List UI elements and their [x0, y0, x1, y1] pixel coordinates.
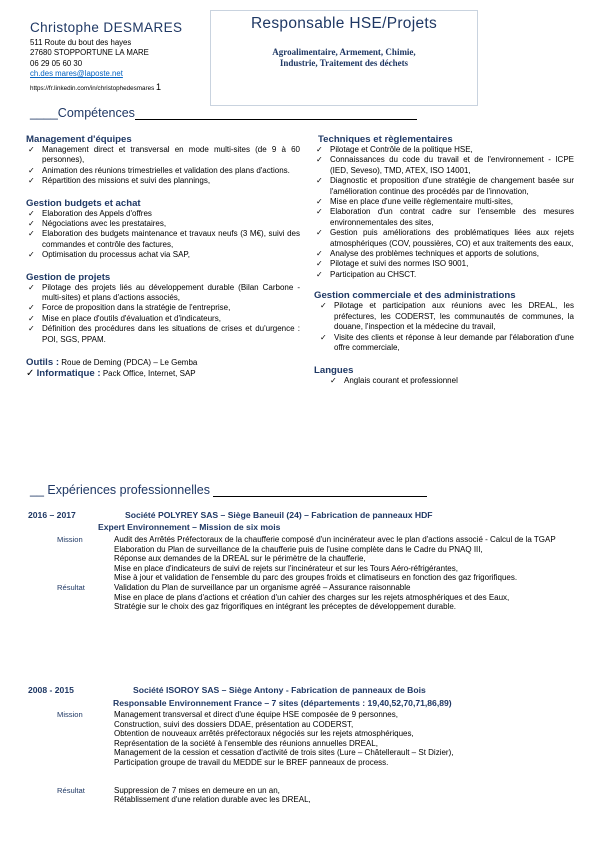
check-icon: ✓: [316, 176, 323, 186]
text-line: Management de la cession et cessation d'activité de trois sites (Lure – Châtellerault – St Dizier),: [114, 748, 454, 758]
heading-rule: [213, 496, 427, 497]
tools-label: Outils :: [26, 357, 60, 369]
tools-line: [26, 357, 300, 368]
skill-group-commercial: [314, 290, 574, 353]
check-icon: ✓: [316, 249, 323, 259]
list-item: [318, 301, 574, 332]
mission-label: Mission: [57, 535, 83, 544]
list-item-text: Mise en place d'outils d'évaluation et d'indicateurs,: [42, 313, 221, 323]
text-line: Participation groupe de travail du MEDDE sur le BREF panneaux de process.: [114, 757, 389, 767]
check-icon: ✓: [316, 155, 323, 165]
list-item: [26, 303, 300, 313]
list-item-text: Elaboration des Appels d'offres: [42, 208, 152, 218]
computing-line: [26, 368, 300, 379]
check-icon: ✓: [28, 324, 35, 334]
check-icon: ✓: [28, 176, 35, 186]
text-line: Mise à jour et validation de l'ensemble du parc des groupes froids et climatiseurs en fonction des gaz frigorifiques.: [114, 573, 518, 583]
competences-heading: [30, 106, 417, 120]
address-line-1: 511 Route du bout des hayes: [30, 38, 132, 47]
competences-left-column: [26, 134, 300, 379]
check-icon: ✓: [26, 368, 35, 380]
mission-label: Mission: [57, 710, 83, 719]
check-icon: ✓: [320, 332, 327, 342]
list-item: [328, 376, 574, 386]
list-item-text: Anglais courant et professionnel: [344, 376, 458, 386]
check-icon: ✓: [316, 228, 323, 238]
experiences-heading-text: __ Expériences professionnelles: [30, 483, 210, 497]
skill-group-title: Gestion de projets: [26, 271, 111, 283]
skill-group-management: [26, 134, 300, 187]
skill-group-title: Gestion budgets et achat: [26, 197, 141, 209]
list-item-text: Participation au CHSCT.: [330, 269, 417, 279]
list-item-text: Force de proposition dans la stratégie de l'entreprise,: [42, 303, 231, 313]
list-item: [26, 314, 300, 324]
list-item-text: Elaboration des budgets maintenance et travaux neufs (3 M€), suivi des commandes et contrôle des factures,: [42, 229, 300, 249]
list-item-text: Connaissances du code du travail et de l'environnement - ICPE (IED, Seveso), TMD, ATEX, ISO 14001,: [330, 155, 574, 175]
skill-group-technical: [314, 134, 574, 280]
check-icon: ✓: [28, 219, 35, 229]
check-icon: ✓: [28, 208, 35, 218]
list-item-text: Management direct et transversal en mode multi-sites (de 9 à 60 personnes),: [42, 145, 300, 165]
sectors: [211, 47, 477, 69]
job-dates: 2016 – 2017: [28, 510, 76, 520]
list-item: [26, 229, 300, 250]
competences-heading-text: ____Compétences: [30, 106, 135, 120]
text-line: Suppression de 7 mises en demeure en un an,: [114, 785, 280, 795]
text-line: Mise en place de plans d'actions et création d'un cahier des charges sur les rejets atmosphériques et des Eaux,: [114, 592, 510, 602]
tools-value: Roue de Deming (PDCA) – Le Gemba: [61, 358, 198, 368]
check-icon: ✓: [28, 165, 35, 175]
contact-block: [30, 38, 161, 94]
skill-group-title: Gestion commerciale et des administrations: [314, 290, 516, 302]
skill-group-budget: [26, 198, 300, 261]
job-isoroy: [28, 685, 568, 805]
list-item-text: Gestion puis améliorations des problématiques liées aux rejets atmosphériques (COV, poussières, CO) et aux traitements des eaux,: [330, 228, 574, 248]
sectors-line-1: Agroalimentaire, Armement, Chimie,: [272, 47, 416, 57]
list-item: [314, 145, 574, 155]
skill-group-title: Management d'équipes: [26, 134, 132, 145]
mission-text: [114, 710, 568, 768]
result-label: Résultat: [57, 582, 85, 592]
check-icon: ✓: [316, 197, 323, 207]
linkedin-link[interactable]: https://fr.linkedin.com/in/christophedesmares: [30, 84, 155, 92]
check-icon: ✓: [320, 301, 327, 311]
skill-group-languages: [314, 365, 574, 386]
list-item-text: Visite des clients et réponse à leur demande par l'élaboration d'une offre commerciale,: [334, 332, 574, 352]
address-line-2: 27680 STOPPORTUNE LA MARE: [30, 48, 149, 58]
list-item: [314, 197, 574, 207]
list-item: [26, 324, 300, 345]
list-item: [314, 259, 574, 269]
skill-group-title: Langues: [314, 365, 354, 377]
list-item-text: Analyse des problèmes techniques et apports de solutions,: [330, 249, 540, 259]
list-item: [26, 219, 300, 229]
job-dates: 2008 - 2015: [28, 685, 74, 695]
list-item: [314, 176, 574, 197]
text-line: Représentation de la société à l'ensemble des réunions annuelles DREAL,: [114, 738, 378, 748]
list-item-text: Pilotage et Contrôle de la politique HSE,: [330, 145, 473, 154]
computing-value: Pack Office, Internet, SAP: [102, 369, 196, 379]
check-icon: ✓: [28, 313, 35, 323]
candidate-name: Christophe DESMARES: [30, 20, 183, 35]
skill-group-title: Techniques et règlementaires: [318, 134, 453, 145]
list-item: [26, 209, 300, 219]
computing-label: Informatique :: [36, 368, 101, 380]
text-line: Construction, suivi des dossiers DDAE, présentation au CODERST,: [114, 719, 354, 729]
list-item: [314, 228, 574, 249]
list-item: [26, 283, 300, 304]
list-item: [26, 176, 300, 186]
list-item-text: Elaboration d'un contrat cadre sur l'ensemble des mesures environnementales des sites,: [330, 207, 574, 227]
check-icon: ✓: [316, 269, 323, 279]
text-line: Stratégie sur le choix des gaz frigorifiques en intégrant les préceptes de développement durable.: [114, 602, 456, 612]
list-item: [314, 270, 574, 280]
check-icon: ✓: [316, 259, 323, 269]
check-icon: ✓: [316, 145, 323, 154]
skill-group-projects: [26, 272, 300, 345]
list-item: [26, 166, 300, 176]
list-item: [26, 145, 300, 166]
competences-right-column: [314, 134, 574, 387]
list-item: [314, 249, 574, 259]
list-item: [26, 250, 300, 260]
list-item-text: Animation des réunions trimestrielles et validation des plans d'actions.: [42, 165, 290, 175]
text-line: Rétablissement d'une relation durable avec les DREAL,: [114, 795, 311, 805]
text-line: Elaboration du Plan de surveillance de la chaufferie puis de l'usine complète dans le Cadre du PNAQ III,: [114, 544, 483, 554]
list-item-text: Pilotage et suivi des normes ISO 9001,: [330, 259, 469, 269]
job-title: Responsable HSE/Projets: [250, 15, 438, 32]
list-item: [314, 207, 574, 228]
job-company: Société POLYREY SAS – Siège Baneuil (24) – Fabrication de panneaux HDF: [125, 510, 433, 520]
list-item: [314, 155, 574, 176]
check-icon: ✓: [28, 145, 35, 154]
check-icon: ✓: [330, 376, 337, 386]
list-item-text: Optimisation du processus achat via SAP,: [42, 250, 190, 260]
phone: 06 29 05 60 30: [30, 58, 83, 68]
text-line: Audit des Arrêtés Préfectoraux de la chaufferie composé d'un incinérateur avec le plan d'actions associé - Calcul de la TGAP: [114, 535, 556, 544]
job-role: Expert Environnement – Mission de six mois: [98, 522, 281, 532]
linkedin-suffix: 1: [156, 81, 162, 92]
text-line: Obtention de nouveaux arrêtés préfectoraux négociés sur les rejets atmosphériques,: [114, 729, 414, 739]
check-icon: ✓: [28, 229, 35, 239]
mission-text: [114, 535, 568, 583]
check-icon: ✓: [28, 282, 35, 292]
text-line: Réponse aux demandes de la DREAL sur le périmètre de la chaufferie,: [114, 554, 366, 564]
check-icon: ✓: [316, 207, 323, 217]
list-item: [318, 333, 574, 354]
text-line: Mise en place d'indicateurs de suivi de rejets sur l'incinérateur et sur les Tours Aéro-réfrigérantes,: [114, 563, 458, 573]
list-item-text: Négociations avec les prestataires,: [42, 219, 167, 229]
email-link[interactable]: ch.des mares@laposte.net: [30, 69, 123, 79]
experiences-heading: [30, 483, 427, 497]
sectors-line-2: Industrie, Traitement des déchets: [279, 58, 409, 68]
list-item-text: Pilotage et participation aux réunions avec les DREAL, les préfectures, les CODERST, les communautés de communes, la douane, l'inspection et la médecine du travail,: [334, 301, 574, 332]
check-icon: ✓: [28, 303, 35, 313]
job-role: Responsable Environnement France – 7 sites (départements : 19,40,52,70,71,86,89): [113, 698, 452, 708]
check-icon: ✓: [28, 250, 35, 260]
result-text: [114, 583, 568, 612]
text-line: Management transversal et direct d'une équipe HSE composée de 9 personnes,: [114, 710, 398, 719]
list-item-text: Définition des procédures dans les situations de crises et du'urgence : POI, SGS, PPAM.: [42, 324, 300, 344]
title-box: [210, 10, 478, 106]
list-item-text: Répartition des missions et suivi des plannings,: [42, 176, 211, 186]
list-item-text: Pilotage des projets liés au développement durable (Bilan Carbone - multi-sites) et plans d'actions associés,: [42, 282, 300, 303]
list-item-text: Diagnostic et proposition d'une stratégie de changement basée sur l'amélioration continue des procédés par de l'innovation,: [330, 176, 574, 196]
job-polyrey: [28, 510, 568, 612]
job-company: Société ISOROY SAS – Siège Antony - Fabrication de panneaux de Bois: [133, 685, 426, 695]
result-label: Résultat: [57, 785, 85, 795]
result-text: [114, 786, 568, 805]
heading-rule: [135, 119, 417, 120]
list-item-text: Mise en place d'une veille règlementaire multi-sites,: [330, 197, 513, 207]
text-line: Validation du Plan de surveillance par un organisme agréé – Assurance raisonnable: [114, 582, 411, 592]
